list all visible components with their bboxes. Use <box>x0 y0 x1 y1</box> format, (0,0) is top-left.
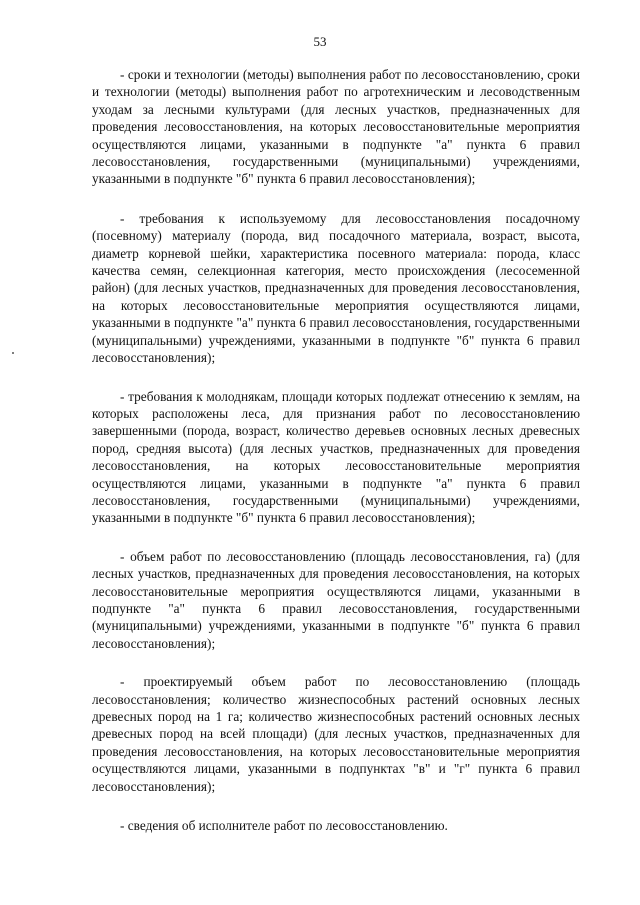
scan-speck <box>12 352 14 354</box>
page-number: 53 <box>313 34 327 49</box>
paragraph-deadlines-and-methods: - сроки и технологии (методы) выполнения работ по лесовосстановлению, сроки и технологии (методы) выполнения работ по агротехническим и лесоводственным уходам за лесными культурами (для лесных участков, предназначенных для проведения лесовосстановления, на которых лесовосстановительные мероприятия осуществляются лицами, указанными в подпункте "а" пункта 6 правил лесовосстановления, государственными (муниципальными) учреждениями, указанными в подпункте "б" пункта 6 правил лесовосстановления); <box>92 67 580 187</box>
paragraph-work-volume: - объем работ по лесовосстановлению (площадь лесовосстановления, га) (для лесных участков, предназначенных для проведения лесовосстановления, на которых лесовосстановительные мероприятия осуществляются лицами, указанными в подпункте "а" пункта 6 правил лесовосстановления, государственными (муниципальными) учреждениями, указанными в подпункте "б" пункта 6 правил лесовосстановления); <box>92 548 580 651</box>
paragraph-contractor-info: - сведения об исполнителе работ по лесовосстановлению. <box>120 818 448 834</box>
paragraph-planting-material-requirements: - требования к используемому для лесовосстановления посадочному (посевному) материалу (порода, вид посадочного материала, возраст, высота, диаметр корневой шейки, характеристика посевного материала: порода, класс качества семян, селекционная категория, место происхождения (лесосеменной район) (для лесных участков, предназначенных для проведения лесовосстановления, на которых лесовосстановительные мероприятия осуществляются лицами, указанными в подпункте "а" пункта 6 правил лесовосстановления, государственными (муниципальными) учреждениями, указанными в подпункте "б" пункта 6 правил лесовосстановления); <box>92 210 580 366</box>
paragraph-projected-work-volume: - проектируемый объем работ по лесовосстановлению (площадь лесовосстановления; количество жизнеспособных растений основных лесных древесных пород на 1 га; количество жизнеспособных растений основных лесных древесных пород на всей площади) (для лесных участков, предназначенных для проведения лесовосстановления, на которых лесовосстановительные мероприятия осуществляются лицами, указанными в подпунктах "в" и "г" пункта 6 правил лесовосстановления); <box>92 674 580 794</box>
paragraph-young-stand-requirements: - требования к молоднякам, площади которых подлежат отнесению к землям, на которых расположены леса, для признания работ по лесовосстановлению завершенными (порода, возраст, количество деревьев основных лесных древесных пород, средняя высота) (для лесных участков, предназначенных для проведения лесовосстановления, на которых лесовосстановительные мероприятия осуществляются лицами, указанными в подпункте "а" пункта 6 правил лесовосстановления, государственными (муниципальными) учреждениями, указанными в подпункте "б" пункта 6 правил лесовосстановления); <box>92 388 580 526</box>
document-body <box>92 66 580 854</box>
